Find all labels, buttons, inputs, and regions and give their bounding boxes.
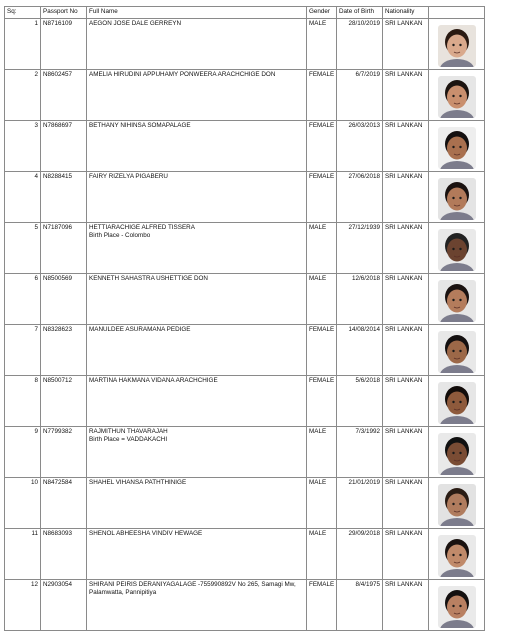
passport-cell: N8683093 bbox=[41, 529, 87, 580]
portrait-icon bbox=[438, 484, 476, 526]
table-row bbox=[5, 376, 485, 427]
dob-cell: 28/10/2019 bbox=[337, 19, 383, 70]
sq-cell: 5 bbox=[5, 223, 41, 274]
sq-cell: 4 bbox=[5, 172, 41, 223]
nationality-cell: SRI LANKAN bbox=[383, 70, 429, 121]
header-name: Full Name bbox=[87, 7, 307, 19]
name-cell bbox=[87, 376, 307, 427]
passport-cell: N8328623 bbox=[41, 325, 87, 376]
full-name: SHAHEL VIHANSA PATHTHINIGE bbox=[89, 479, 187, 486]
full-name: RAJMITHUN THAVARAJAH bbox=[89, 428, 168, 435]
passport-photo bbox=[438, 586, 476, 628]
sq-cell: 2 bbox=[5, 70, 41, 121]
nationality-cell: SRI LANKAN bbox=[383, 376, 429, 427]
photo-cell bbox=[429, 580, 485, 631]
table-row bbox=[5, 274, 485, 325]
full-name: BETHANY NIHINSA SOMAPALAGE bbox=[89, 122, 191, 129]
portrait-icon bbox=[438, 178, 476, 220]
gender-cell: FEMALE bbox=[307, 70, 337, 121]
dob-cell: 7/3/1992 bbox=[337, 427, 383, 478]
sq-cell: 8 bbox=[5, 376, 41, 427]
dob-cell: 29/09/2018 bbox=[337, 529, 383, 580]
full-name: AMELIA HIRUDINI APPUHAMY PONWEERA ARACHCHIGE DON bbox=[89, 71, 276, 78]
header-gender: Gender bbox=[307, 7, 337, 19]
gender-cell: MALE bbox=[307, 274, 337, 325]
table-row bbox=[5, 580, 485, 631]
portrait-icon bbox=[438, 280, 476, 322]
gender-cell: FEMALE bbox=[307, 376, 337, 427]
name-cell bbox=[87, 223, 307, 274]
table-row bbox=[5, 121, 485, 172]
passport-photo bbox=[438, 484, 476, 526]
nationality-cell: SRI LANKAN bbox=[383, 172, 429, 223]
photo-cell bbox=[429, 274, 485, 325]
full-name: HETTIARACHIGE ALFRED TISSERA bbox=[89, 224, 195, 231]
portrait-icon bbox=[438, 229, 476, 271]
photo-cell bbox=[429, 427, 485, 478]
name-cell bbox=[87, 427, 307, 478]
nationality-cell: SRI LANKAN bbox=[383, 223, 429, 274]
nationality-cell: SRI LANKAN bbox=[383, 427, 429, 478]
photo-cell bbox=[429, 376, 485, 427]
full-name: AEGON JOSE DALE GERREYN bbox=[89, 20, 182, 27]
passport-photo bbox=[438, 433, 476, 475]
birth-place: Birth Place = VADDAKACHI bbox=[89, 435, 168, 443]
gender-cell: FEMALE bbox=[307, 580, 337, 631]
nationality-cell: SRI LANKAN bbox=[383, 478, 429, 529]
full-name: MARTINA HAKMANA VIDANA ARACHCHIGE bbox=[89, 377, 218, 384]
name-cell bbox=[87, 580, 307, 631]
nationality-cell: SRI LANKAN bbox=[383, 325, 429, 376]
dob-cell: 21/01/2019 bbox=[337, 478, 383, 529]
name-cell bbox=[87, 121, 307, 172]
photo-cell bbox=[429, 70, 485, 121]
passport-cell: N8500712 bbox=[41, 376, 87, 427]
header-passport: Passport No bbox=[41, 7, 87, 19]
dob-cell: 6/7/2019 bbox=[337, 70, 383, 121]
passport-photo bbox=[438, 76, 476, 118]
gender-cell: MALE bbox=[307, 427, 337, 478]
full-name: MANULDEE ASURAMANA PEDIGE bbox=[89, 326, 191, 333]
photo-cell bbox=[429, 325, 485, 376]
header-sq: Sq: bbox=[5, 7, 41, 19]
sq-cell: 9 bbox=[5, 427, 41, 478]
portrait-icon bbox=[438, 331, 476, 373]
table-row bbox=[5, 19, 485, 70]
photo-cell bbox=[429, 121, 485, 172]
passport-cell: N8500569 bbox=[41, 274, 87, 325]
photo-cell bbox=[429, 223, 485, 274]
gender-cell: MALE bbox=[307, 223, 337, 274]
passport-photo bbox=[438, 382, 476, 424]
table-row bbox=[5, 325, 485, 376]
passport-photo bbox=[438, 280, 476, 322]
portrait-icon bbox=[438, 433, 476, 475]
name-cell bbox=[87, 325, 307, 376]
table-row bbox=[5, 427, 485, 478]
nationality-cell: SRI LANKAN bbox=[383, 580, 429, 631]
full-name: FAIRY RIZELYA PIGABERU bbox=[89, 173, 168, 180]
gender-cell: MALE bbox=[307, 529, 337, 580]
passenger-table bbox=[4, 6, 485, 631]
table-row bbox=[5, 529, 485, 580]
passport-photo bbox=[438, 25, 476, 67]
passport-cell: N7799382 bbox=[41, 427, 87, 478]
passport-cell: N7868697 bbox=[41, 121, 87, 172]
table-row bbox=[5, 172, 485, 223]
full-name: KENNETH SAHASTRA USHETTIGE DON bbox=[89, 275, 208, 282]
passport-photo bbox=[438, 178, 476, 220]
portrait-icon bbox=[438, 25, 476, 67]
name-cell bbox=[87, 529, 307, 580]
portrait-icon bbox=[438, 127, 476, 169]
nationality-cell: SRI LANKAN bbox=[383, 121, 429, 172]
header-row bbox=[5, 7, 485, 19]
name-cell bbox=[87, 70, 307, 121]
gender-cell: FEMALE bbox=[307, 172, 337, 223]
full-name: SHIRANI PEIRIS DERANIYAGALAGE -755990892V No 265, Samagi Mw, Palamwatta, Pannipitiya bbox=[89, 581, 296, 596]
full-name: SHENOL ABHEESHA VINDIV HEWAGE bbox=[89, 530, 203, 537]
portrait-icon bbox=[438, 535, 476, 577]
passport-photo bbox=[438, 535, 476, 577]
passport-cell: N8288415 bbox=[41, 172, 87, 223]
gender-cell: FEMALE bbox=[307, 121, 337, 172]
sq-cell: 10 bbox=[5, 478, 41, 529]
passport-photo bbox=[438, 127, 476, 169]
passport-cell: N2903054 bbox=[41, 580, 87, 631]
header-dob: Date of Birth bbox=[337, 7, 383, 19]
sq-cell: 6 bbox=[5, 274, 41, 325]
header-photo bbox=[429, 7, 485, 19]
passport-photo bbox=[438, 331, 476, 373]
name-cell bbox=[87, 19, 307, 70]
name-cell bbox=[87, 274, 307, 325]
nationality-cell: SRI LANKAN bbox=[383, 529, 429, 580]
sq-cell: 12 bbox=[5, 580, 41, 631]
passport-cell: N8602457 bbox=[41, 70, 87, 121]
passport-cell: N8472584 bbox=[41, 478, 87, 529]
photo-cell bbox=[429, 172, 485, 223]
passport-photo bbox=[438, 229, 476, 271]
table-row bbox=[5, 478, 485, 529]
passport-cell: N7187096 bbox=[41, 223, 87, 274]
dob-cell: 14/08/2014 bbox=[337, 325, 383, 376]
nationality-cell: SRI LANKAN bbox=[383, 274, 429, 325]
dob-cell: 27/12/1939 bbox=[337, 223, 383, 274]
name-cell bbox=[87, 172, 307, 223]
gender-cell: MALE bbox=[307, 478, 337, 529]
dob-cell: 26/03/2013 bbox=[337, 121, 383, 172]
passport-cell: N8716109 bbox=[41, 19, 87, 70]
dob-cell: 5/6/2018 bbox=[337, 376, 383, 427]
dob-cell: 8/4/1975 bbox=[337, 580, 383, 631]
portrait-icon bbox=[438, 586, 476, 628]
photo-cell bbox=[429, 529, 485, 580]
dob-cell: 12/6/2018 bbox=[337, 274, 383, 325]
gender-cell: MALE bbox=[307, 19, 337, 70]
birth-place: Birth Place - Colombo bbox=[89, 231, 151, 239]
header-nationality: Nationality bbox=[383, 7, 429, 19]
gender-cell: FEMALE bbox=[307, 325, 337, 376]
name-cell bbox=[87, 478, 307, 529]
portrait-icon bbox=[438, 76, 476, 118]
portrait-icon bbox=[438, 382, 476, 424]
sq-cell: 1 bbox=[5, 19, 41, 70]
photo-cell bbox=[429, 478, 485, 529]
table-row bbox=[5, 70, 485, 121]
photo-cell bbox=[429, 19, 485, 70]
dob-cell: 27/06/2018 bbox=[337, 172, 383, 223]
sq-cell: 3 bbox=[5, 121, 41, 172]
sq-cell: 11 bbox=[5, 529, 41, 580]
nationality-cell: SRI LANKAN bbox=[383, 19, 429, 70]
sq-cell: 7 bbox=[5, 325, 41, 376]
table-row bbox=[5, 223, 485, 274]
